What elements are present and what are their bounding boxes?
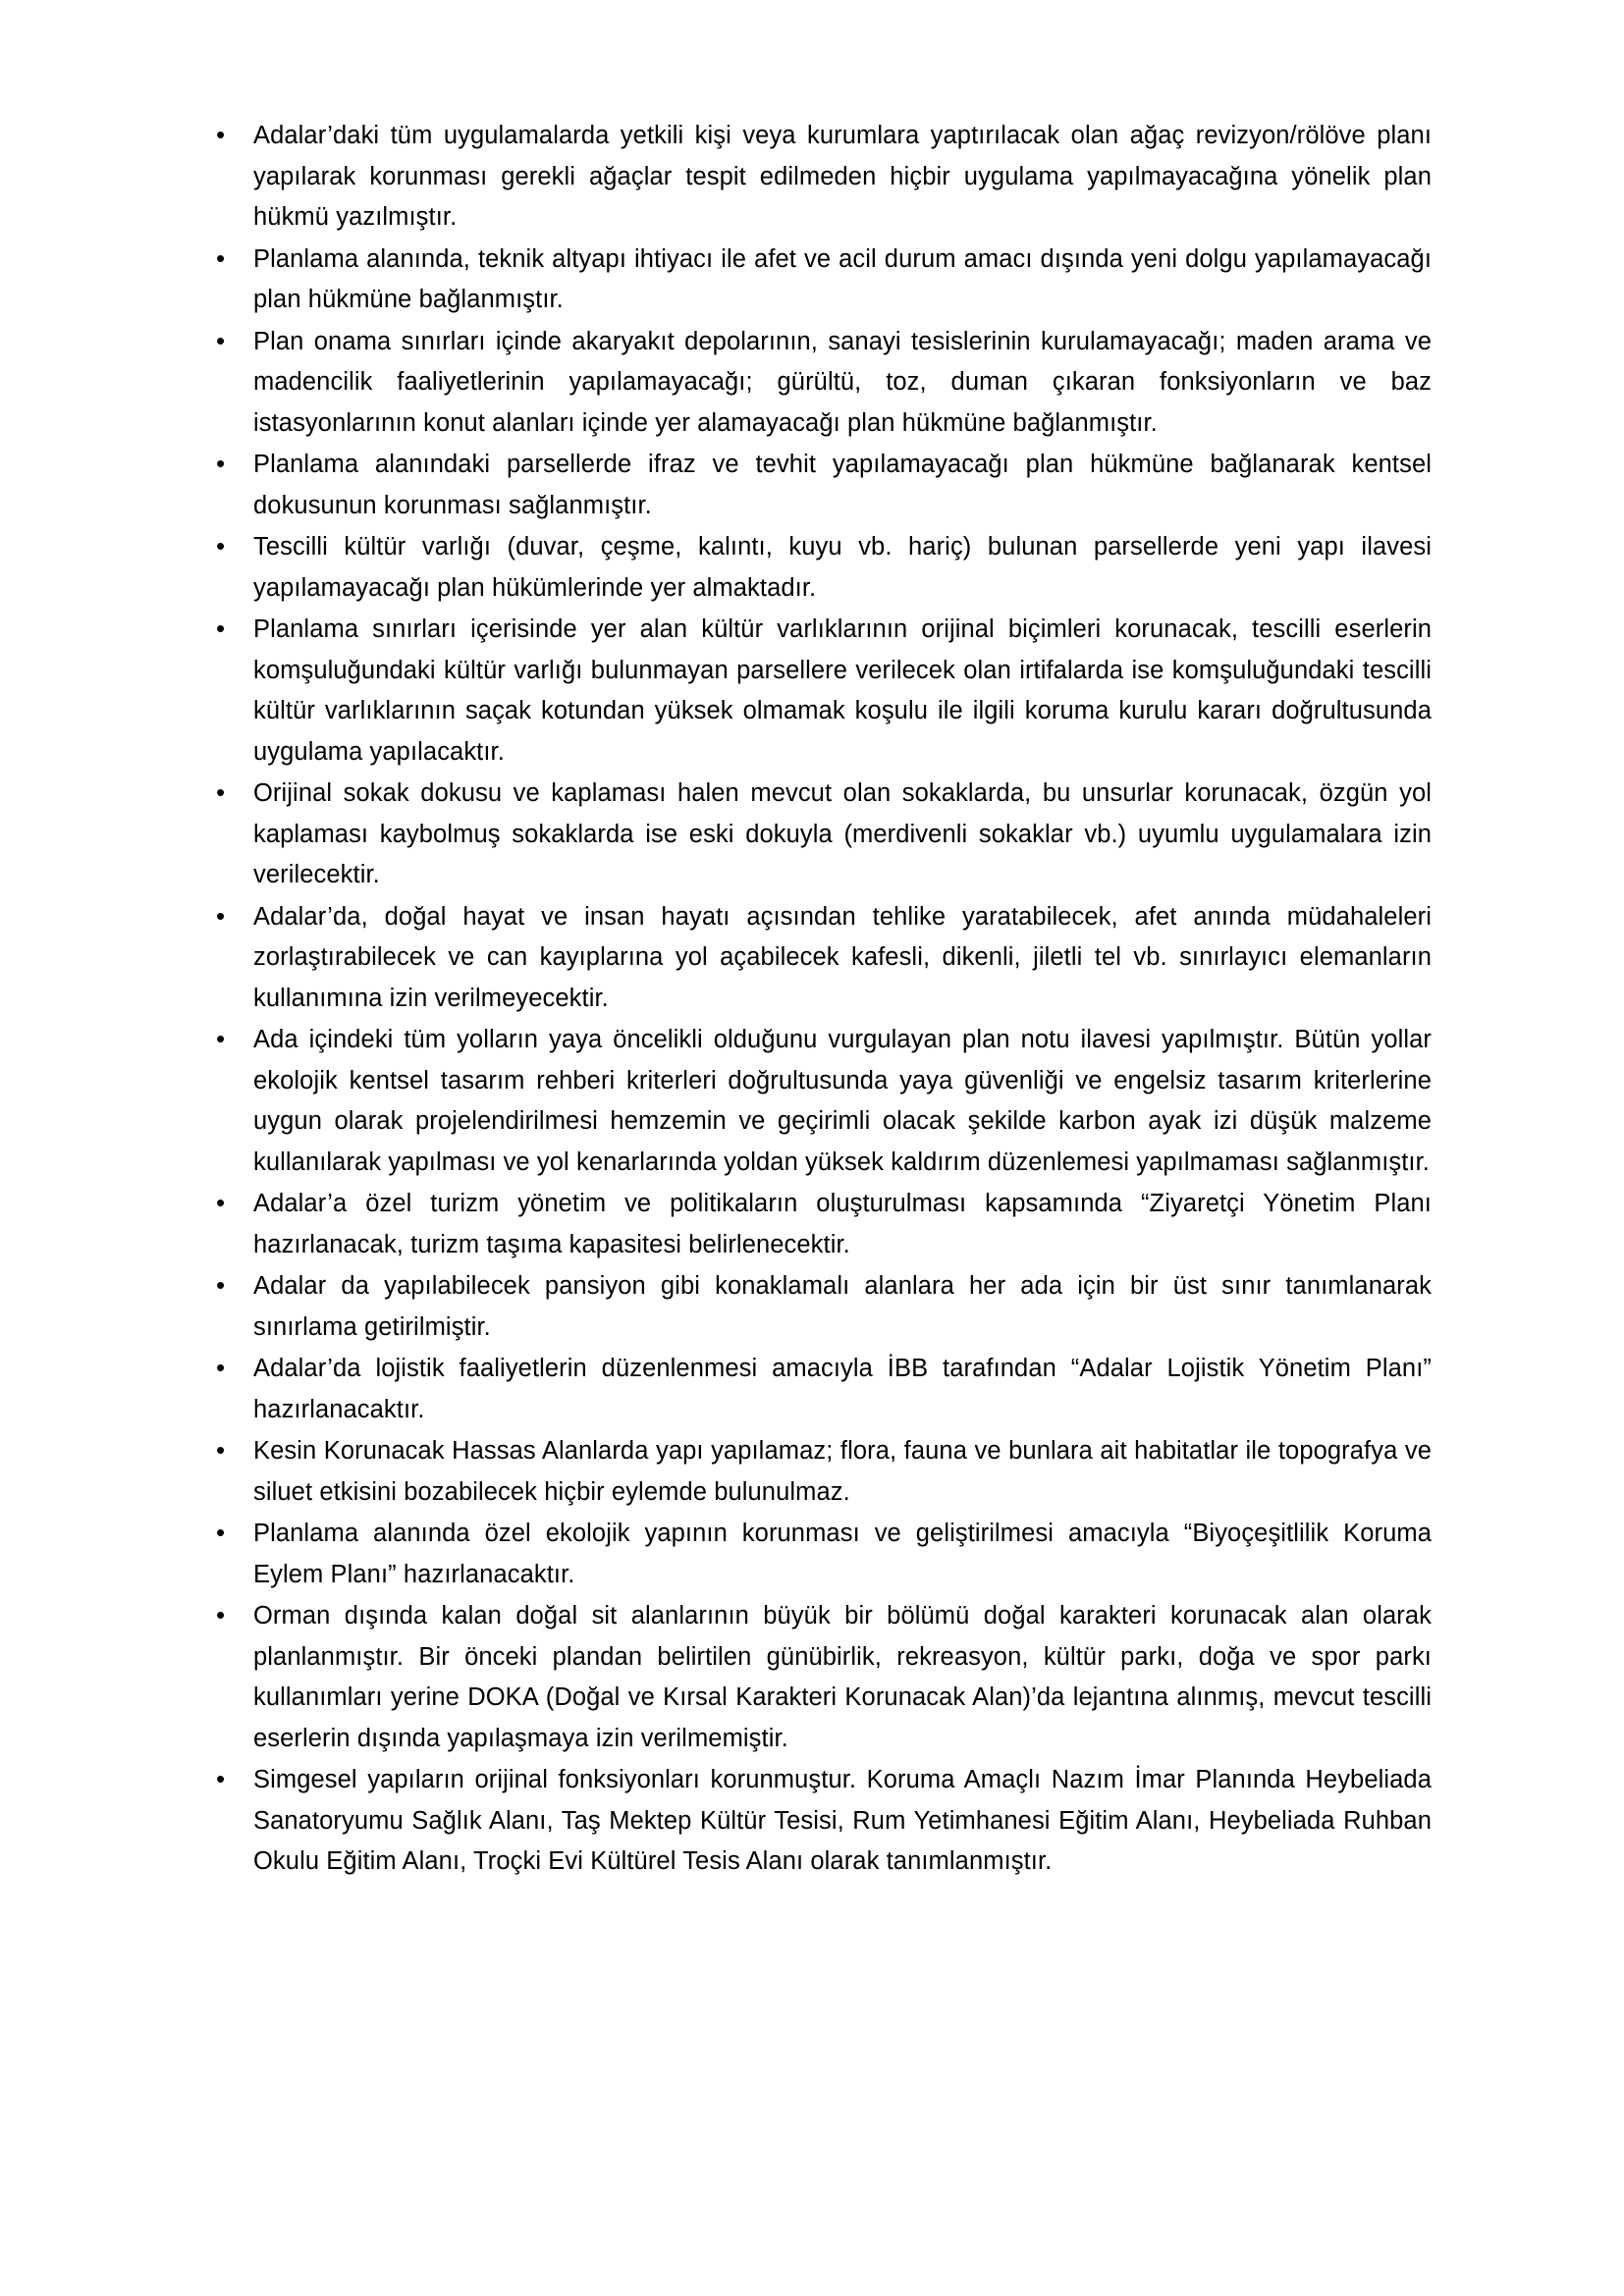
list-item: • Plan onama sınırları içinde akaryakıt depolarının, sanayi tesislerinin kurulamayacağı; maden arama ve madencilik faaliyetlerinin yapılamayacağı; gürültü, toz, duman çıkaran fonksiyonların ve baz istasyonlarının konut alanları içinde yer alamayacağı plan hükmüne bağlanmıştır. bbox=[192, 322, 1432, 445]
list-item: • Ada içindeki tüm yolların yaya öncelikli olduğunu vurgulayan plan notu ilavesi yapılmıştır. Bütün yollar ekolojik kentsel tasarım rehberi kriterleri doğrultusunda yaya güvenliği ve engelsiz tasarım kriterlerine uygun olarak projelendirilmesi hemzemin ve geçirimli olacak şekilde karbon ayak izi düşük malzeme kullanılarak yapılması ve yol kenarlarında yoldan yüksek kaldırım düzenlemesi yapılmaması sağlanmıştır. bbox=[192, 1020, 1432, 1183]
list-item: • Adalar’daki tüm uygulamalarda yetkili kişi veya kurumlara yaptırılacak olan ağaç revizyon/rölöve planı yapılarak korunması gerekli ağaçlar tespit edilmeden hiçbir uygulama yapılmayacağına yönelik plan hükmü yazılmıştır. bbox=[192, 116, 1432, 239]
plan-provisions-list bbox=[192, 116, 1432, 1883]
list-item: • Planlama alanında, teknik altyapı ihtiyacı ile afet ve acil durum amacı dışında yeni dolgu yapılamayacağı plan hükmüne bağlanmıştır. bbox=[192, 240, 1432, 321]
list-item: • Planlama alanında özel ekolojik yapının korunması ve geliştirilmesi amacıyla “Biyoçeşitlilik Koruma Eylem Planı” hazırlanacaktır. bbox=[192, 1514, 1432, 1595]
list-item: • Planlama alanındaki parsellerde ifraz ve tevhit yapılamayacağı plan hükmüne bağlanarak kentsel dokusunun korunması sağlanmıştır. bbox=[192, 445, 1432, 526]
list-item: • Adalar’da lojistik faaliyetlerin düzenlenmesi amacıyla İBB tarafından “Adalar Lojistik Yönetim Planı” hazırlanacaktır. bbox=[192, 1349, 1432, 1430]
list-item: • Planlama sınırları içerisinde yer alan kültür varlıklarının orijinal biçimleri korunacak, tescilli eserlerin komşuluğundaki kültür varlığı bulunmayan parsellere verilecek olan irtifalarda ise komşuluğundaki tescilli kültür varlıklarının saçak kotundan yüksek olmamak koşulu ile ilgili koruma kurulu kararı doğrultusunda uygulama yapılacaktır. bbox=[192, 610, 1432, 773]
list-item: • Adalar da yapılabilecek pansiyon gibi konaklamalı alanlara her ada için bir üst sınır tanımlanarak sınırlama getirilmiştir. bbox=[192, 1266, 1432, 1348]
list-item: • Adalar’da, doğal hayat ve insan hayatı açısından tehlike yaratabilecek, afet anında müdahaleleri zorlaştırabilecek ve can kayıplarına yol açabilecek kafesli, dikenli, jiletli tel vb. sınırlayıcı elemanların kullanımına izin verilmeyecektir. bbox=[192, 897, 1432, 1020]
list-item: • Kesin Korunacak Hassas Alanlarda yapı yapılamaz; flora, fauna ve bunlara ait habitatlar ile topografya ve siluet etkisini bozabilecek hiçbir eylemde bulunulmaz. bbox=[192, 1431, 1432, 1513]
list-item: • Tescilli kültür varlığı (duvar, çeşme, kalıntı, kuyu vb. hariç) bulunan parsellerde yeni yapı ilavesi yapılamayacağı plan hükümlerinde yer almaktadır. bbox=[192, 527, 1432, 609]
list-item: • Adalar’a özel turizm yönetim ve politikaların oluşturulması kapsamında “Ziyaretçi Yönetim Planı hazırlanacak, turizm taşıma kapasitesi belirlenecektir. bbox=[192, 1184, 1432, 1265]
list-item: • Orman dışında kalan doğal sit alanlarının büyük bir bölümü doğal karakteri korunacak alan olarak planlanmıştır. Bir önceki plandan belirtilen günübirlik, rekreasyon, kültür parkı, doğa ve spor parkı kullanımları yerine DOKA (Doğal ve Kırsal Karakteri Korunacak Alan)’da lejantına alınmış, mevcut tescilli eserlerin dışında yapılaşmaya izin verilmemiştir. bbox=[192, 1596, 1432, 1759]
list-item: • Orijinal sokak dokusu ve kaplaması halen mevcut olan sokaklarda, bu unsurlar korunacak, özgün yol kaplaması kaybolmuş sokaklarda ise eski dokuyla (merdivenli sokaklar vb.) uyumlu uygulamalara izin verilecektir. bbox=[192, 774, 1432, 896]
document-body bbox=[192, 116, 1432, 1883]
list-item: • Simgesel yapıların orijinal fonksiyonları korunmuştur. Koruma Amaçlı Nazım İmar Planında Heybeliada Sanatoryumu Sağlık Alanı, Taş Mektep Kültür Tesisi, Rum Yetimhanesi Eğitim Alanı, Heybeliada Ruhban Okulu Eğitim Alanı, Troçki Evi Kültürel Tesis Alanı olarak tanımlanmıştır. bbox=[192, 1760, 1432, 1883]
